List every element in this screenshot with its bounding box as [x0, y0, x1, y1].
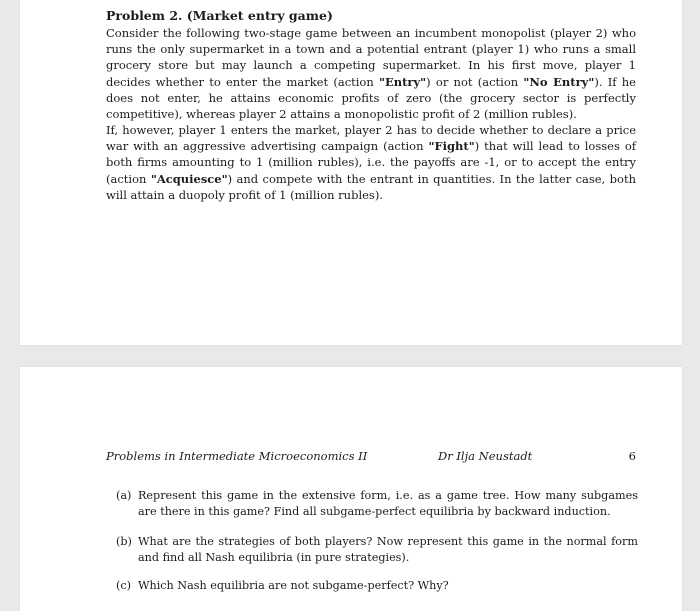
- question-label: (b): [116, 535, 132, 548]
- question-label: (a): [116, 489, 132, 502]
- course-title: Problems in Intermediate Microeconomics II: [106, 449, 368, 463]
- question-item: [116, 578, 638, 594]
- action-fight: "Fight": [428, 139, 475, 154]
- action-no-entry: "No Entry": [523, 74, 595, 89]
- author-name: Dr Ilja Neustadt: [438, 449, 533, 463]
- document-page-top: [20, 0, 682, 345]
- para1-text-a: Consider the following two-stage game between an incumbent monopolist (player 2) who runs the only supermarket in a town and a potential entrant (player 1) who runs a small grocery store but may launch a competing supermarket. In his first move, player 1 decides whether to enter the market (action: [106, 26, 636, 89]
- question-text: Which Nash equilibria are not subgame-perfect? Why?: [138, 579, 449, 592]
- problem-paragraph-1: [106, 25, 636, 122]
- question-label: (c): [116, 579, 131, 592]
- document-page-bottom: [20, 367, 682, 611]
- para2-text-b: ) that will lead to losses of both firms amounting to 1 (million rubles), i.e. the payoffs are -1, or to accept the entry (action: [106, 139, 636, 186]
- question-text: Represent this game in the extensive form, i.e. as a game tree. How many subgames are there in this game? Find all subgame-perfect equilibria by backward induction.: [138, 489, 638, 518]
- question-item: [116, 488, 638, 520]
- problem-title: Problem 2. (Market entry game): [106, 8, 333, 23]
- problem-paragraph-2: [106, 122, 636, 203]
- para2-text-a: If, however, player 1 enters the market, player 2 has to decide whether to declare a price war with an aggressive advertising campaign (action: [106, 123, 636, 154]
- para1-text-c: ). If he does not enter, he attains economic profits of zero (the grocery sector is perfectly competitive), whereas player 2 attains a monopolistic profit of 2 (million rubles).: [106, 74, 636, 122]
- para1-text-b: ) or not (action: [426, 74, 524, 89]
- action-entry: "Entry": [379, 74, 427, 89]
- para2-text-c: ) and compete with the entrant in quantities. In the latter case, both will attain a duopoly profit of 1 (million rubles).: [106, 171, 636, 202]
- action-acquiesce: "Acquiesce": [150, 171, 228, 186]
- question-item: [116, 534, 638, 566]
- question-text: What are the strategies of both players? Now represent this game in the normal form and find all Nash equilibria (in pure strategies).: [138, 535, 638, 564]
- page-number: 6: [628, 449, 636, 463]
